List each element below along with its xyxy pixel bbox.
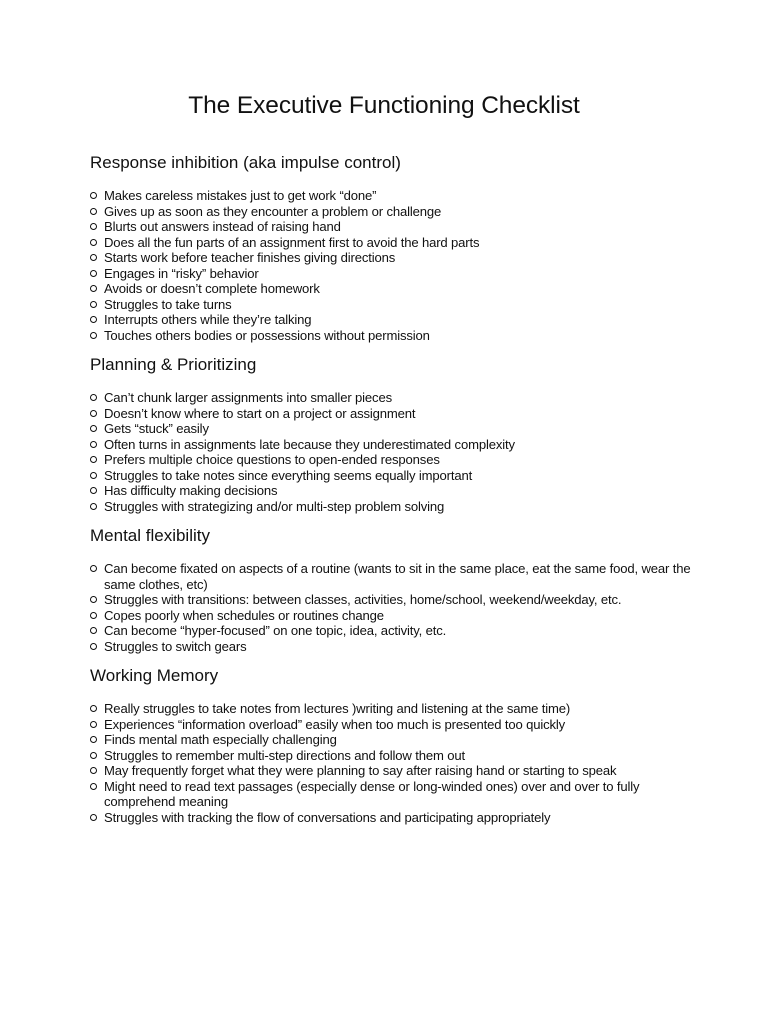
circle-bullet-icon <box>90 441 97 448</box>
circle-bullet-icon <box>90 223 97 230</box>
checklist-item-text: Blurts out answers instead of raising hand <box>104 219 341 234</box>
circle-bullet-icon <box>90 410 97 417</box>
checklist-item <box>90 639 710 655</box>
checklist-item <box>90 732 710 748</box>
checklist-item-text: Can’t chunk larger assignments into smaller pieces <box>104 390 392 405</box>
checklist-item-text: Touches others bodies or possessions without permission <box>104 327 430 343</box>
checklist-item-text: Engages in “risky” behavior <box>104 265 259 281</box>
circle-bullet-icon <box>90 612 97 619</box>
circle-bullet-icon <box>90 596 97 603</box>
section-planning-prioritizing <box>90 353 710 514</box>
checklist <box>90 701 710 825</box>
checklist-item-text: Struggles to switch gears <box>104 638 247 654</box>
checklist-item <box>90 452 710 468</box>
section-spacer <box>90 654 710 664</box>
circle-bullet-icon <box>90 627 97 634</box>
circle-bullet-icon <box>90 814 97 821</box>
checklist-item-text: Struggles to remember multi-step directions and follow them out <box>104 747 465 763</box>
circle-bullet-icon <box>90 767 97 774</box>
checklist-item <box>90 281 710 297</box>
checklist-item <box>90 763 710 779</box>
checklist-item <box>90 312 710 328</box>
circle-bullet-icon <box>90 425 97 432</box>
section-heading: Response inhibition (aka impulse control) <box>90 153 401 172</box>
checklist-item <box>90 250 710 266</box>
checklist-item <box>90 266 710 282</box>
section-spacer <box>90 514 710 524</box>
circle-bullet-icon <box>90 487 97 494</box>
circle-bullet-icon <box>90 192 97 199</box>
circle-bullet-icon <box>90 332 97 339</box>
checklist-item-text: Struggles with strategizing and/or multi-step problem solving <box>104 498 445 514</box>
checklist-item-text: Does all the fun parts of an assignment first to avoid the hard parts <box>104 234 480 250</box>
circle-bullet-icon <box>90 736 97 743</box>
checklist-item-text: Gets “stuck” easily <box>104 421 209 436</box>
checklist-item <box>90 437 710 453</box>
circle-bullet-icon <box>90 270 97 277</box>
section-response-inhibition <box>90 151 710 343</box>
section-heading: Working Memory <box>90 666 219 685</box>
circle-bullet-icon <box>90 285 97 292</box>
circle-bullet-icon <box>90 316 97 323</box>
checklist-item-text: Avoids or doesn’t complete homework <box>104 281 320 296</box>
checklist-item <box>90 406 710 422</box>
circle-bullet-icon <box>90 721 97 728</box>
checklist-item <box>90 468 710 484</box>
section-mental-flexibility <box>90 524 710 654</box>
checklist-item-text: Really struggles to take notes from lectures )writing and listening at the same time) <box>104 701 571 716</box>
checklist-item-text: Can become “hyper-focused” on one topic, idea, activity, etc. <box>104 623 447 638</box>
checklist-item <box>90 204 710 220</box>
checklist-content <box>90 151 710 825</box>
checklist-item <box>90 390 710 406</box>
checklist-item-text: Might need to read text passages (especially dense or long-winded ones) over and over to fully comprehend meaning <box>104 778 640 809</box>
circle-bullet-icon <box>90 783 97 790</box>
checklist-item <box>90 779 710 810</box>
circle-bullet-icon <box>90 208 97 215</box>
circle-bullet-icon <box>90 239 97 246</box>
circle-bullet-icon <box>90 456 97 463</box>
checklist-item <box>90 421 710 437</box>
circle-bullet-icon <box>90 394 97 401</box>
section-heading: Planning & Prioritizing <box>90 355 257 374</box>
checklist-item-text: Often turns in assignments late because they underestimated complexity <box>104 436 515 452</box>
circle-bullet-icon <box>90 565 97 572</box>
checklist-item <box>90 328 710 344</box>
checklist-item-text: Has difficulty making decisions <box>104 483 278 498</box>
checklist-item <box>90 810 710 826</box>
checklist-item <box>90 483 710 499</box>
checklist-item <box>90 297 710 313</box>
checklist-item-text: Doesn’t know where to start on a project or assignment <box>104 405 416 421</box>
checklist-item-text: Finds mental math especially challenging <box>104 732 337 747</box>
circle-bullet-icon <box>90 301 97 308</box>
checklist-item-text: Experiences “information overload” easily when too much is presented too quickly <box>104 716 566 732</box>
checklist-item-text: Prefers multiple choice questions to open-ended responses <box>104 452 440 467</box>
checklist-item-text: Starts work before teacher finishes giving directions <box>104 250 396 265</box>
checklist-item-text: Struggles to take notes since everything seems equally important <box>104 467 473 483</box>
checklist <box>90 390 710 514</box>
circle-bullet-icon <box>90 472 97 479</box>
checklist-item <box>90 623 710 639</box>
checklist-item-text: Struggles with tracking the flow of conversations and participating appropriately <box>104 809 551 825</box>
circle-bullet-icon <box>90 503 97 510</box>
circle-bullet-icon <box>90 705 97 712</box>
checklist <box>90 561 710 654</box>
circle-bullet-icon <box>90 254 97 261</box>
checklist-item <box>90 748 710 764</box>
checklist-item-text: May frequently forget what they were planning to say after raising hand or starting to speak <box>104 763 617 778</box>
section-heading: Mental flexibility <box>90 526 210 545</box>
section-spacer <box>90 343 710 353</box>
checklist-item-text: Struggles to take turns <box>104 296 232 312</box>
checklist <box>90 188 710 343</box>
checklist-item-text: Interrupts others while they’re talking <box>104 312 312 327</box>
checklist-item-text: Struggles with transitions: between classes, activities, home/school, weekend/weekday, etc. <box>104 592 622 607</box>
circle-bullet-icon <box>90 752 97 759</box>
checklist-item <box>90 701 710 717</box>
circle-bullet-icon <box>90 643 97 650</box>
checklist-item <box>90 592 710 608</box>
checklist-item-text: Gives up as soon as they encounter a problem or challenge <box>104 203 442 219</box>
checklist-item <box>90 608 710 624</box>
checklist-item <box>90 219 710 235</box>
checklist-item <box>90 499 710 515</box>
section-working-memory <box>90 664 710 825</box>
checklist-item <box>90 561 710 592</box>
checklist-item <box>90 188 710 204</box>
page-title: The Executive Functioning Checklist <box>188 92 580 119</box>
checklist-item-text: Copes poorly when schedules or routines change <box>104 607 384 623</box>
checklist-item-text: Can become fixated on aspects of a routine (wants to sit in the same place, eat the same food, wear the same clothes, etc) <box>104 561 691 592</box>
checklist-item <box>90 235 710 251</box>
checklist-item-text: Makes careless mistakes just to get work “done” <box>104 188 377 203</box>
checklist-item <box>90 717 710 733</box>
